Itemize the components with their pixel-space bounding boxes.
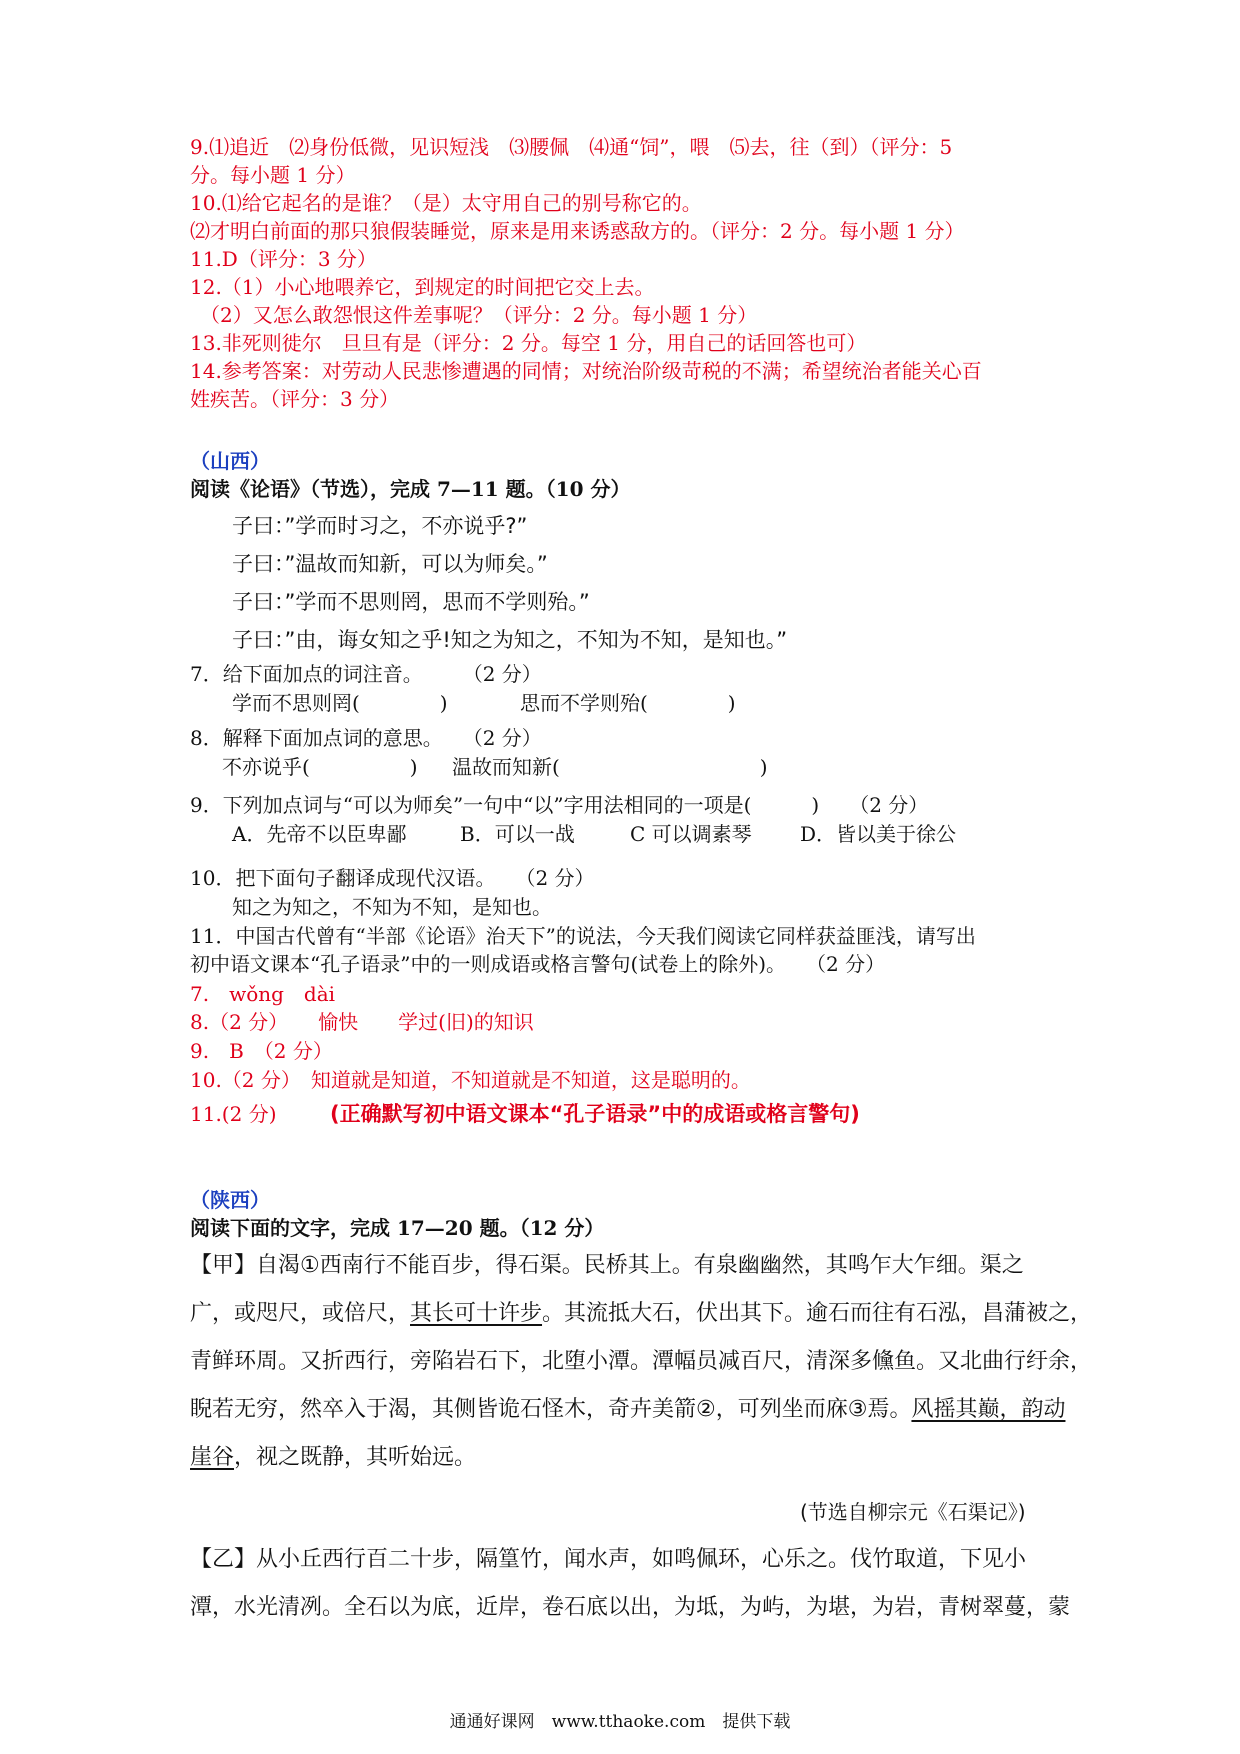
question-11: 11．中国古代曾有“半部《论语》治天下”的说法，今天我们阅读它同样获益匪浅，请写出 (190, 924, 976, 948)
answer-7: 7. wǒng dài (190, 982, 336, 1006)
question-7-blank-a: 学而不思则罔( ) (232, 691, 448, 715)
answer-line: 9.⑴追近 ⑵身份低微，见识短浅 ⑶腰佩 ⑷通“饲”，喂 ⑸去，往（到）（评分：5 (190, 135, 953, 159)
underlined-sentence: 其长可十许步 (410, 1301, 543, 1326)
answer-line: 分。每小题 1 分） (190, 163, 356, 187)
answer-10: 10.（2 分） 知道就是知道，不知道就是不知道，这是聪明的。 (190, 1068, 751, 1092)
question-7-blank-b: 思而不学则殆( ) (520, 691, 736, 715)
page-footer: 通通好课网 www.tthaoke.com 提供下载 (449, 1712, 791, 1732)
question-9-option-d: D．皆以美于徐公 (800, 822, 957, 846)
passage-text: ，视之既静，其听始远。 (234, 1445, 477, 1470)
quote-line: 子曰：”温故而知新，可以为师矣。” (232, 552, 548, 576)
quote-line: 子曰：”学而时习之，不亦说乎?” (232, 514, 528, 538)
answer-line: （2）又怎么敢怨恨这件差事呢？（评分：2 分。每小题 1 分） (190, 303, 758, 327)
section-heading: 阅读《论语》（节选），完成 7—11 题。（10 分） (190, 477, 631, 501)
passage-text: 广，或咫尺，或倍尺， (190, 1301, 411, 1326)
answer-line: ⑵才明白前面的那只狼假装睡觉，原来是用来诱惑敌方的。（评分：2 分。每小题 1 分） (190, 219, 965, 243)
passage-source: (节选自柳宗元《石渠记》) (800, 1500, 1026, 1524)
question-9-option-c: C 可以调素琴 (630, 822, 752, 846)
passage-jia-line (190, 1395, 1065, 1425)
passage-jia-line (190, 1443, 476, 1473)
passage-yi-line: 潭，水光清冽。全石以为底，近岸，卷石底以出，为坻，为屿，为堪，为岩，青树翠蔓，蒙 (190, 1595, 1071, 1620)
passage-jia-line (190, 1299, 1092, 1329)
quote-line: 子曰：”学而不思则罔，思而不学则殆。” (232, 590, 590, 614)
answer-8: 8.（2 分） 愉快 学过(旧)的知识 (190, 1010, 534, 1034)
answer-line: 13.非死则徙尔 旦旦有是（评分：2 分。每空 1 分，用自己的话回答也可） (190, 331, 867, 355)
question-11-cont: 初中语文课本“孔子语录”中的一则成语或格言警句(试卷上的除外)。 （2 分） (190, 952, 886, 976)
underlined-sentence: 崖谷 (190, 1445, 235, 1470)
passage-yi-line: 【乙】从小丘西行百二十步，隔篁竹，闻水声，如鸣佩环，心乐之。伐竹取道，下见小 (190, 1547, 1027, 1572)
question-9-option-a: A．先帝不以臣卑鄙 (232, 822, 407, 846)
passage-jia-line: 【甲】自渴①西南行不能百步，得石渠。民桥其上。有泉幽幽然，其鸣乍大乍细。渠之 (190, 1253, 1024, 1278)
quote-line: 子曰：”由，诲女知之乎!知之为知之，不知为不知，是知也。” (232, 628, 788, 652)
passage-jia-line: 青鲜环周。又折西行，旁陷岩石下，北堕小潭。潭幅员减百尺，清深多儵鱼。又北曲行纡余， (190, 1349, 1093, 1374)
question-8: 8．解释下面加点词的意思。 （2 分） (190, 726, 542, 750)
answer-line: 11.D（评分：3 分） (190, 247, 377, 271)
answer-11-label: 11.(2 分) (190, 1102, 277, 1126)
answer-line: 姓疾苦。（评分：3 分） (190, 387, 400, 411)
section-heading: 阅读下面的文字，完成 17—20 题。（12 分） (190, 1216, 605, 1240)
question-7: 7．给下面加点的词注音。 （2 分） (190, 662, 542, 686)
answer-11-text: (正确默写初中语文课本“孔子语录”中的成语或格言警句) (330, 1102, 860, 1126)
answer-line: 10.⑴给它起名的是谁？（是）太守用自己的别号称它的。 (190, 191, 702, 215)
region-label-shaanxi: （陕西） (190, 1188, 270, 1212)
underlined-sentence: 风摇其巅，韵动 (911, 1397, 1066, 1422)
answer-line: 12.（1）小心地喂养它，到规定的时间把它交上去。 (190, 275, 655, 299)
answer-9: 9. B （2 分） (190, 1039, 333, 1063)
passage-text: 睨若无穷，然卒入于渴，其侧皆诡石怪木，奇卉美箭②，可列坐而庥③焉。 (190, 1397, 912, 1422)
question-9-option-b: B．可以一战 (460, 822, 575, 846)
question-8-blank-b: 温故而知新( ) (452, 755, 768, 779)
region-label-shanxi: （山西） (190, 449, 270, 473)
answer-line: 14.参考答案：对劳动人民悲惨遭遇的同情；对统治阶级苛税的不满；希望统治者能关心百 (190, 359, 982, 383)
passage-text: 。其流抵大石，伏出其下。逾石而往有石泓，昌蒲被之， (542, 1301, 1093, 1326)
question-8-blank-a: 不亦说乎( ) (222, 755, 418, 779)
question-9: 9．下列加点词与“可以为师矣”一句中“以”字用法相同的一项是( ) （2 分） (190, 793, 929, 817)
question-10-sentence: 知之为知之，不知为不知，是知也。 (232, 895, 552, 919)
question-10: 10．把下面句子翻译成现代汉语。 （2 分） (190, 866, 595, 890)
